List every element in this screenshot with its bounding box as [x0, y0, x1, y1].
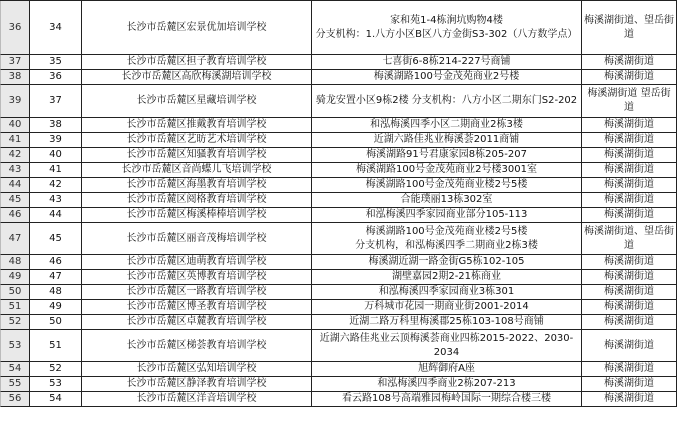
address-cell[interactable]: 梅溪湖路100号金茂苑商业2号楼 [312, 70, 582, 85]
row-number[interactable]: 55 [0, 377, 30, 392]
serial-cell[interactable]: 36 [30, 70, 82, 85]
row-number[interactable]: 51 [0, 300, 30, 315]
school-name-cell[interactable]: 长沙市岳麓区音尚蝶儿飞培训学校 [82, 163, 312, 178]
area-cell[interactable]: 梅溪湖街道 [582, 133, 677, 148]
serial-cell[interactable]: 37 [30, 85, 82, 118]
row-number[interactable]: 45 [0, 193, 30, 208]
row-number[interactable]: 44 [0, 178, 30, 193]
row-number[interactable]: 43 [0, 163, 30, 178]
serial-cell[interactable]: 43 [30, 193, 82, 208]
school-name-cell[interactable]: 长沙市岳麓区静泽教育培训学校 [82, 377, 312, 392]
serial-cell[interactable]: 35 [30, 55, 82, 70]
address-cell[interactable]: 梅溪湖路100号金茂苑商业2号楼3001室 [312, 163, 582, 178]
school-name-cell[interactable]: 长沙市岳麓区宏景优加培训学校 [82, 1, 312, 55]
school-name-cell[interactable]: 长沙市岳麓区担子教育培训学校 [82, 55, 312, 70]
school-name-cell[interactable]: 长沙市岳麓区迪萌教育培训学校 [82, 255, 312, 270]
address-cell[interactable]: 湖壁嘉园2期2-21栋商业 [312, 270, 582, 285]
address-cell[interactable]: 近湖二路万科里梅溪郡25栋103-108号商铺 [312, 315, 582, 330]
serial-cell[interactable]: 51 [30, 330, 82, 362]
serial-cell[interactable]: 38 [30, 118, 82, 133]
address-cell[interactable]: 近湖六路佳兆业云顶梅溪荟商业四栋2015-2022、2030-2034 [312, 330, 582, 362]
area-cell[interactable]: 梅溪湖街道 [582, 300, 677, 315]
area-cell[interactable]: 梅溪湖街道 [582, 118, 677, 133]
row-number[interactable]: 41 [0, 133, 30, 148]
address-cell[interactable]: 梅溪湖路100号金茂苑商业楼2号5楼 [312, 178, 582, 193]
row-number[interactable]: 48 [0, 255, 30, 270]
row-number[interactable]: 38 [0, 70, 30, 85]
address-cell[interactable]: 万科城市花园一期商业街2001-2014 [312, 300, 582, 315]
school-name-cell[interactable]: 长沙市岳麓区星藏培训学校 [82, 85, 312, 118]
serial-cell[interactable]: 50 [30, 315, 82, 330]
row-number[interactable]: 54 [0, 362, 30, 377]
school-name-cell[interactable]: 长沙市岳麓区英博教育培训学校 [82, 270, 312, 285]
area-cell[interactable]: 梅溪湖街道 [582, 377, 677, 392]
area-cell[interactable]: 梅溪湖街道 [582, 70, 677, 85]
serial-cell[interactable]: 52 [30, 362, 82, 377]
row-number[interactable]: 53 [0, 330, 30, 362]
row-number[interactable]: 56 [0, 392, 30, 407]
area-cell[interactable]: 梅溪湖街道 [582, 255, 677, 270]
serial-cell[interactable]: 44 [30, 208, 82, 223]
row-number[interactable]: 40 [0, 118, 30, 133]
school-name-cell[interactable]: 长沙市岳麓区高欣梅溪湖培训学校 [82, 70, 312, 85]
serial-cell[interactable]: 53 [30, 377, 82, 392]
row-number[interactable]: 39 [0, 85, 30, 118]
area-cell[interactable]: 梅溪湖街道 望岳街道 [582, 85, 677, 118]
school-name-cell[interactable]: 长沙市岳麓区弘知培训学校 [82, 362, 312, 377]
school-name-cell[interactable]: 长沙市岳麓区知骚教育培训学校 [82, 148, 312, 163]
address-cell[interactable]: 骑龙安置小区9栋2楼 分支机构：八方小区二期东门S2-202 [312, 85, 582, 118]
serial-cell[interactable]: 40 [30, 148, 82, 163]
address-cell[interactable]: 看云路108号高端雅园梅岭国际一期综合楼三楼 [312, 392, 582, 407]
row-number[interactable]: 47 [0, 223, 30, 255]
address-cell[interactable]: 和泓梅溪四季家园商业3栋301 [312, 285, 582, 300]
area-cell[interactable]: 梅溪湖街道 [582, 270, 677, 285]
area-cell[interactable]: 梅溪湖街道 [582, 55, 677, 70]
school-name-cell[interactable]: 长沙市岳麓区海墨教育培训学校 [82, 178, 312, 193]
address-cell[interactable]: 合能璞丽13栋302室 [312, 193, 582, 208]
address-cell[interactable]: 梅溪湖路91号君康家园8栋205-207 [312, 148, 582, 163]
row-number[interactable]: 42 [0, 148, 30, 163]
address-cell[interactable]: 家和苑1-4栋涧坑购物4楼 分支机构：1.八方小区B区八方金街S3-302（八方数学点） [312, 1, 582, 55]
school-name-cell[interactable]: 长沙市岳麓区博圣教育培训学校 [82, 300, 312, 315]
area-cell[interactable]: 梅溪湖街道 [582, 285, 677, 300]
school-name-cell[interactable]: 长沙市岳麓区推戴教育培训学校 [82, 118, 312, 133]
serial-cell[interactable]: 48 [30, 285, 82, 300]
address-cell[interactable]: 近湖六路佳兆业梅溪荟2011商铺 [312, 133, 582, 148]
address-cell[interactable]: 旭辉御府A座 [312, 362, 582, 377]
row-number[interactable]: 49 [0, 270, 30, 285]
serial-cell[interactable]: 42 [30, 178, 82, 193]
address-cell[interactable]: 七喜街6-8栋214-227号商铺 [312, 55, 582, 70]
area-cell[interactable]: 梅溪湖街道 [582, 315, 677, 330]
school-name-cell[interactable]: 长沙市岳麓区阅格教育培训学校 [82, 193, 312, 208]
row-number[interactable]: 46 [0, 208, 30, 223]
serial-cell[interactable]: 45 [30, 223, 82, 255]
address-cell[interactable]: 和泓梅溪四季家园商业部分105-113 [312, 208, 582, 223]
area-cell[interactable]: 梅溪湖街道 [582, 193, 677, 208]
area-cell[interactable]: 梅溪湖街道 [582, 362, 677, 377]
address-cell[interactable]: 和泓梅溪四季商业2栋207-213 [312, 377, 582, 392]
address-cell[interactable]: 和泓梅溪四季小区二期商业2栋3楼 [312, 118, 582, 133]
school-name-cell[interactable]: 长沙市岳麓区梅溪棒棒培训学校 [82, 208, 312, 223]
serial-cell[interactable]: 47 [30, 270, 82, 285]
serial-cell[interactable]: 41 [30, 163, 82, 178]
school-name-cell[interactable]: 长沙市岳麓区一路教育培训学校 [82, 285, 312, 300]
area-cell[interactable]: 梅溪湖街道、望岳街道 [582, 223, 677, 255]
row-number[interactable]: 36 [0, 1, 30, 55]
serial-cell[interactable]: 54 [30, 392, 82, 407]
area-cell[interactable]: 梅溪湖街道 [582, 208, 677, 223]
school-name-cell[interactable]: 长沙市岳麓区卓麓教育培训学校 [82, 315, 312, 330]
area-cell[interactable]: 梅溪湖街道 [582, 163, 677, 178]
area-cell[interactable]: 梅溪湖街道 [582, 178, 677, 193]
address-cell[interactable]: 梅溪湖近湖一路金街G5栋102-105 [312, 255, 582, 270]
area-cell[interactable]: 梅溪湖街道 [582, 392, 677, 407]
row-number[interactable]: 37 [0, 55, 30, 70]
serial-cell[interactable]: 34 [30, 1, 82, 55]
school-name-cell[interactable]: 长沙市岳麓区艺昉艺术培训学校 [82, 133, 312, 148]
area-cell[interactable]: 梅溪湖街道、望岳街道 [582, 1, 677, 55]
area-cell[interactable]: 梅溪湖街道 [582, 148, 677, 163]
row-number[interactable]: 50 [0, 285, 30, 300]
school-name-cell[interactable]: 长沙市岳麓区梯荟教育培训学校 [82, 330, 312, 362]
serial-cell[interactable]: 39 [30, 133, 82, 148]
area-cell[interactable]: 梅溪湖街道 [582, 330, 677, 362]
row-number[interactable]: 52 [0, 315, 30, 330]
address-cell[interactable]: 梅溪湖路100号金茂苑商业楼2号5楼 分支机构，和泓梅溪四季二期商业2栋3楼 [312, 223, 582, 255]
serial-cell[interactable]: 49 [30, 300, 82, 315]
school-name-cell[interactable]: 长沙市岳麓区洋音培训学校 [82, 392, 312, 407]
school-name-cell[interactable]: 长沙市岳麓区丽音茂梅培训学校 [82, 223, 312, 255]
serial-cell[interactable]: 46 [30, 255, 82, 270]
